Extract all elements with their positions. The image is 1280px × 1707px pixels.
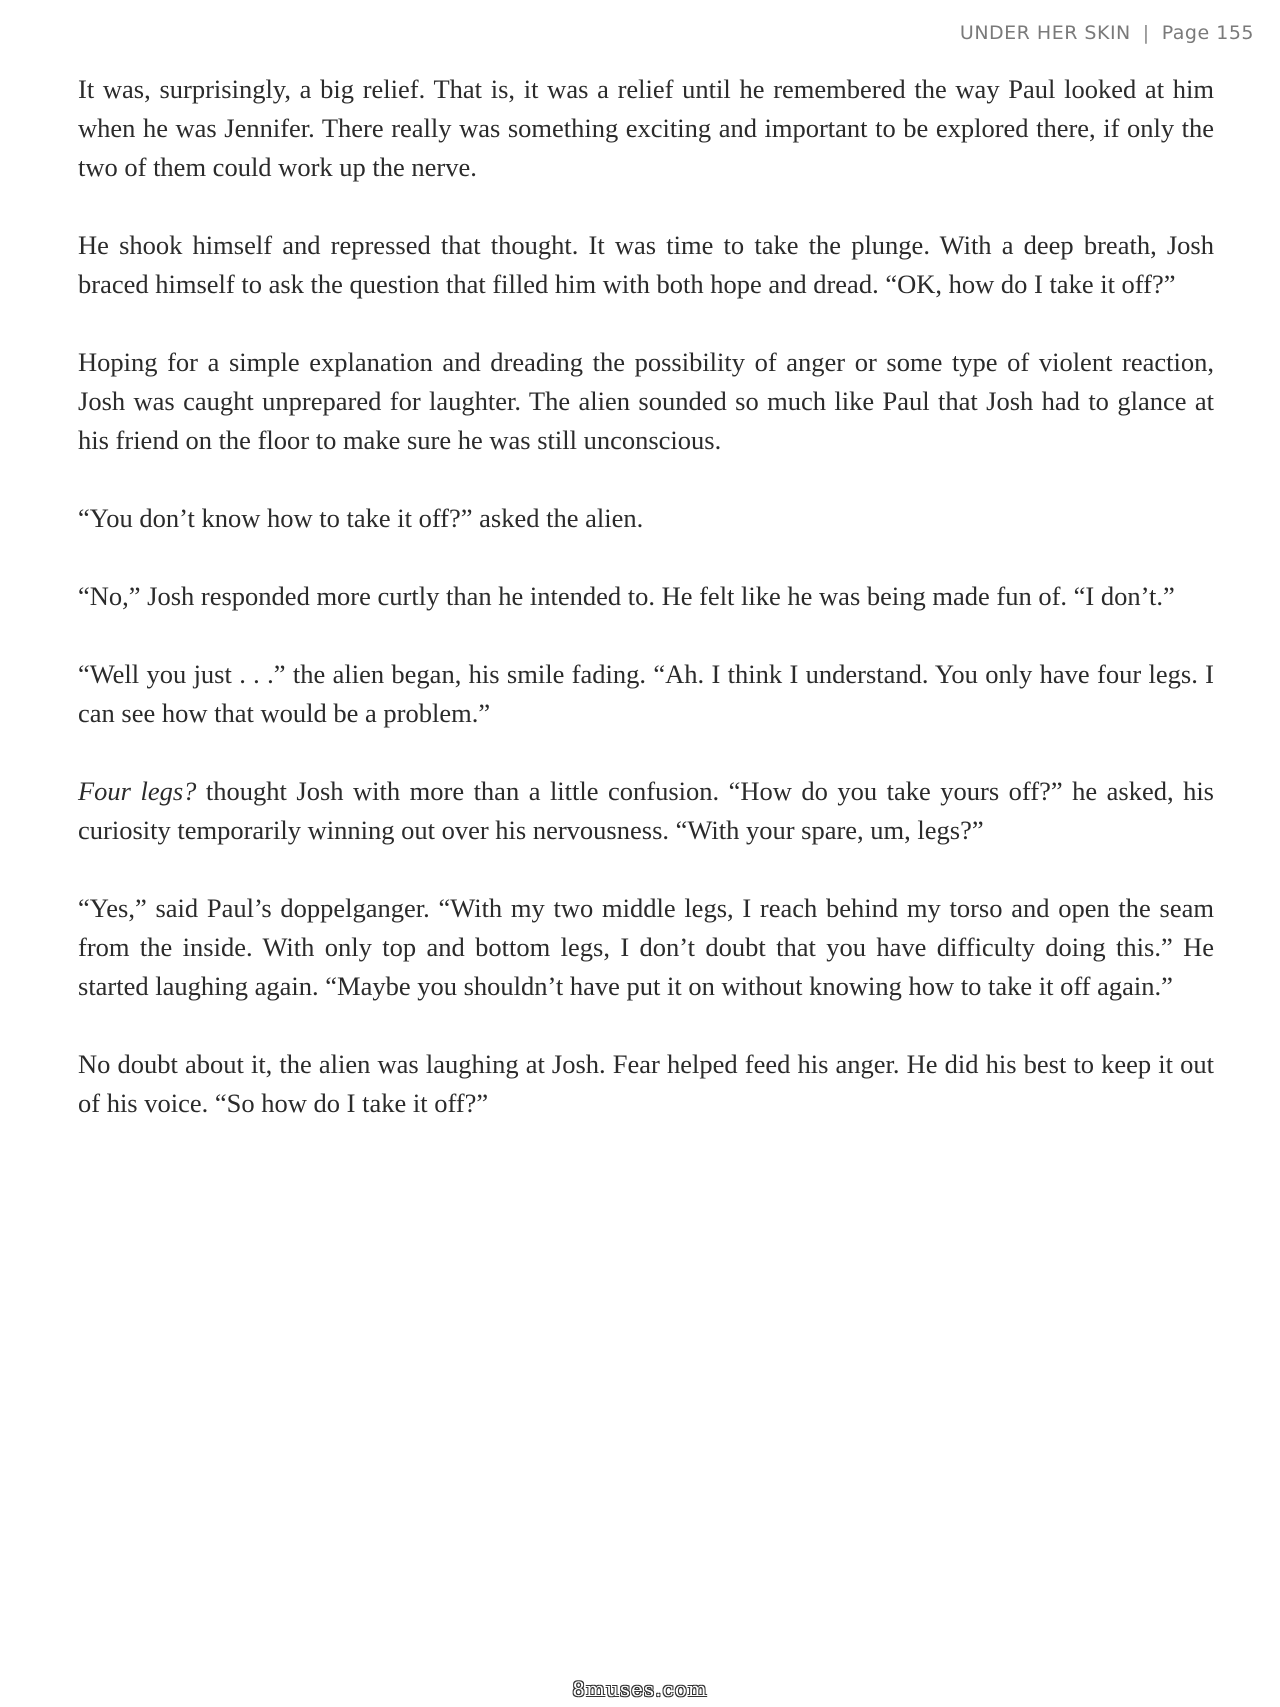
paragraph-text: “You don’t know how to take it off?” asked the alien. xyxy=(78,503,644,533)
paragraph-8 xyxy=(78,889,1214,1006)
paragraph-text: Hoping for a simple explanation and dreading the possibility of anger or some type of violent reaction, Josh was caught unprepared for laughter. The alien sounded so much like Paul that Josh had to glance at his friend on the floor to make sure he was still unconscious. xyxy=(78,347,1214,455)
book-title: UNDER HER SKIN xyxy=(959,22,1131,44)
paragraph-text: “Well you just . . .” the alien began, his smile fading. “Ah. I think I understand. You only have four legs. I can see how that would be a problem.” xyxy=(78,659,1214,728)
watermark: 8muses.com xyxy=(572,1677,708,1701)
paragraph-4 xyxy=(78,499,1214,538)
running-header xyxy=(960,22,1254,44)
paragraph-text: “Yes,” said Paul’s doppelganger. “With my two middle legs, I reach behind my torso and open the seam from the inside. With only top and bottom legs, I don’t doubt that you have difficulty doing this.” He started laughing again. “Maybe you shouldn’t have put it on without knowing how to take it off again.” xyxy=(78,893,1214,1001)
paragraph-text: thought Josh with more than a little confusion. “How do you take yours off?” he asked, his curiosity temporarily winning out over his nervousness. “With your spare, um, legs?” xyxy=(78,776,1214,845)
paragraph-9 xyxy=(78,1045,1214,1123)
header-separator: | xyxy=(1142,22,1150,44)
paragraph-2 xyxy=(78,226,1214,304)
body-text xyxy=(78,70,1214,1162)
paragraph-text: “No,” Josh responded more curtly than he intended to. He felt like he was being made fun of. “I don’t.” xyxy=(78,581,1175,611)
paragraph-6 xyxy=(78,655,1214,733)
paragraph-text: No doubt about it, the alien was laughing at Josh. Fear helped feed his anger. He did his best to keep it out of his voice. “So how do I take it off?” xyxy=(78,1049,1214,1118)
paragraph-5 xyxy=(78,577,1214,616)
paragraph-1 xyxy=(78,70,1214,187)
paragraph-text: It was, surprisingly, a big relief. That is, it was a relief until he remembered the way Paul looked at him when he was Jennifer. There really was something exciting and important to be explored there, if only the two of them could work up the nerve. xyxy=(78,74,1214,182)
paragraph-3 xyxy=(78,343,1214,460)
page-number: Page 155 xyxy=(1161,22,1254,44)
italic-thought: Four legs? xyxy=(78,776,197,806)
paragraph-text: He shook himself and repressed that thought. It was time to take the plunge. With a deep breath, Josh braced himself to ask the question that filled him with both hope and dread. “OK, how do I take it off?” xyxy=(78,230,1214,299)
paragraph-7 xyxy=(78,772,1214,850)
